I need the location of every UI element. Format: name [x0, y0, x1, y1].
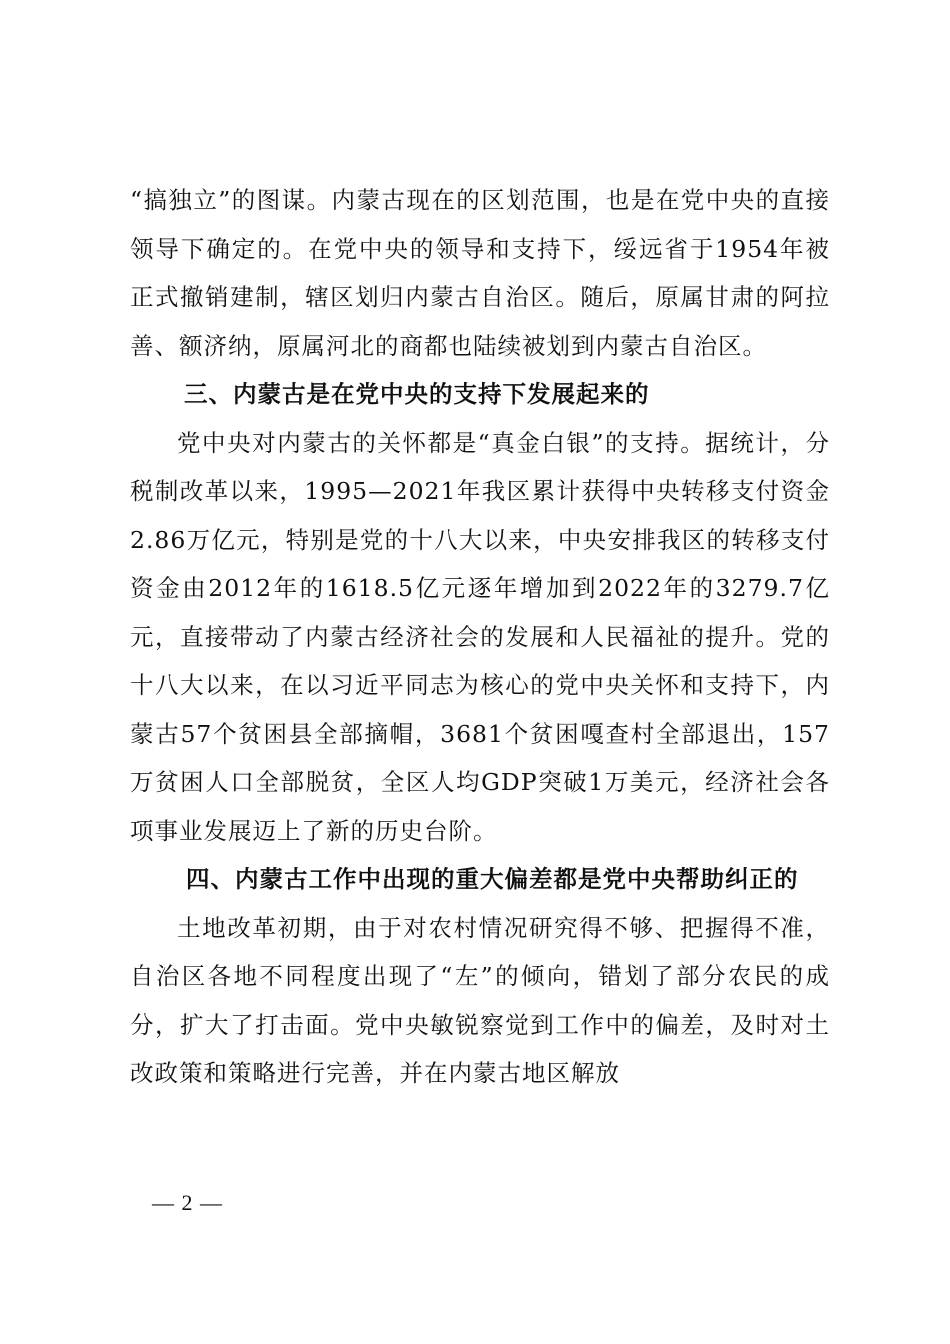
document-body [130, 176, 830, 1098]
section-heading-4: 四、内蒙古工作中出现的重大偏差都是党中央帮助纠正的 [186, 865, 799, 893]
paragraph-central-support: 党中央对内蒙古的关怀都是“真金白银”的支持。据统计，分税制改革以来，1995—2021年我区累计获得中央转移支付资金2.86万亿元，特别是党的十八大以来，中央安排我区的转移支付资金由2012年的1618.5亿元逐年增加到2022年的3279.7亿元，直接带动了内蒙古经济社会的发展和人民福祉的提升。党的十八大以来，在以习近平同志为核心的党中央关怀和支持下，内蒙古57个贫困县全部摘帽，3681个贫困嘎查村全部退出，157万贫困人口全部脱贫，全区人均GDP突破1万美元，经济社会各项事业发展迈上了新的历史台阶。 [130, 428, 830, 845]
page-number: — 2 — [152, 1190, 223, 1215]
paragraph-continuation: “搞独立”的图谋。内蒙古现在的区划范围，也是在党中央的直接领导下确定的。在党中央的领导和支持下，绥远省于1954年被正式撤销建制，辖区划归内蒙古自治区。随后，原属甘肃的阿拉善、额济纳，原属河北的商都也陆续被划到内蒙古自治区。 [130, 186, 830, 360]
section-heading-3: 三、内蒙古是在党中央的支持下发展起来的 [184, 380, 650, 408]
paragraph-land-reform: 土地改革初期，由于对农村情况研究得不够、把握得不准，自治区各地不同程度出现了“左”的倾向，错划了部分农民的成分，扩大了打击面。党中央敏锐察觉到工作中的偏差，及时对土改政策和策略进行完善，并在内蒙古地区解放 [130, 913, 830, 1087]
